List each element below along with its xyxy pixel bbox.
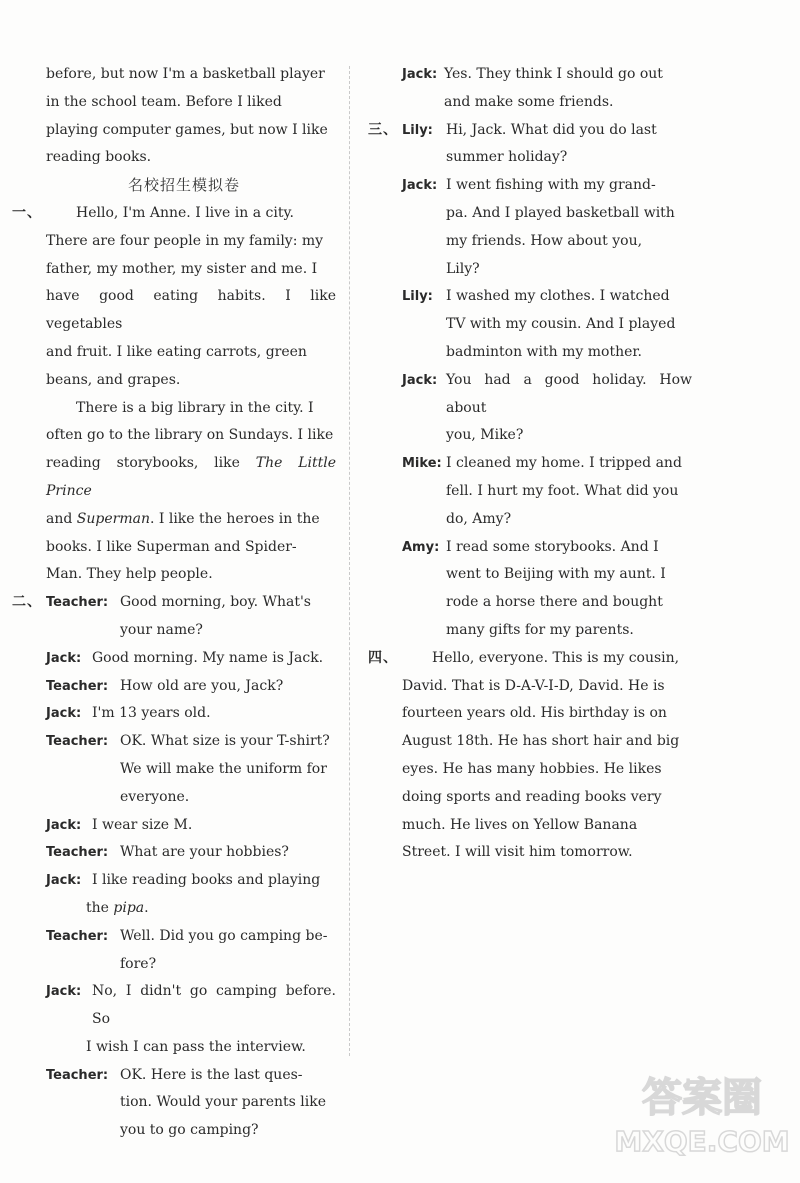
dialogue-text: We will make the uniform for (120, 760, 327, 777)
dialogue-continuation (368, 61, 692, 117)
speaker-label: Teacher: (46, 928, 109, 944)
speaker-label: Jack: (46, 873, 82, 889)
dialogue-text: fell. I hurt my foot. What did you (446, 482, 679, 499)
dialogue-text: How old are you, Jack? (120, 677, 284, 694)
speaker-label: Mike: (402, 456, 442, 472)
dialogue-text: you to go camping? (120, 1122, 259, 1139)
text-line: Street. I will visit him tomorrow. (402, 844, 633, 861)
right-column (368, 61, 692, 867)
speaker-label: Jack: (46, 984, 82, 1000)
dialogue-text: I like reading books and playing (92, 872, 321, 889)
dialogue-text (86, 895, 336, 923)
speaker-label: Teacher: (46, 678, 109, 694)
text-line: Hello, I'm Anne. I live in a city. (76, 204, 294, 221)
section-number: 一、 (12, 204, 42, 221)
dialogue-text: I wish I can pass the interview. (86, 1038, 306, 1055)
text-line: doing sports and reading books very (402, 788, 662, 805)
text-line: books. I like Superman and Spider- (46, 538, 297, 555)
dialogue-text: fore? (120, 955, 157, 972)
text-line: often go to the library on Sundays. I like (46, 427, 334, 444)
dialogue-text: many gifts for my parents. (446, 621, 634, 638)
speaker-label: Lily: (402, 289, 433, 305)
section-1 (12, 200, 336, 589)
section-3 (368, 117, 692, 645)
text-line (46, 450, 336, 506)
section-4 (368, 645, 692, 867)
text-line: There are four people in my family: my (46, 232, 324, 249)
speaker-label: Jack: (46, 650, 82, 666)
text-line: playing computer games, but now I like (46, 121, 328, 138)
text-line: in the school team. Before I liked (46, 93, 282, 110)
section-number: 四、 (368, 649, 398, 666)
dialogue-text: do, Amy? (446, 510, 512, 527)
dialogue-line (402, 61, 692, 117)
text-line: August 18th. He has short hair and big (402, 733, 680, 750)
watermark-top: 答案圈 (642, 1075, 762, 1121)
dialogue-text: badminton with my mother. (446, 343, 642, 360)
text-run: and (46, 510, 77, 527)
text-line: eyes. He has many hobbies. He likes (402, 760, 662, 777)
text-line: much. He lives on Yellow Banana (402, 816, 638, 833)
dialogue-text: Lily? (446, 260, 480, 277)
dialogue-text: OK. Here is the last ques- (120, 1066, 303, 1083)
speaker-label: Teacher: (46, 845, 109, 861)
dialogue-line (402, 117, 692, 173)
text-line: David. That is D-A-V-I-D, David. He is (402, 677, 665, 694)
dialogue-text: I went fishing with my grand- (446, 177, 656, 194)
text-line: fourteen years old. His birthday is on (402, 705, 667, 722)
dialogue-line (46, 839, 336, 867)
speaker-label: Lily: (402, 122, 433, 138)
dialogue-line (46, 812, 336, 840)
book-title: The Little Prince (46, 455, 336, 499)
text-line: reading books. (46, 149, 152, 166)
speaker-label: Jack: (402, 178, 438, 194)
dialogue-text: I read some storybooks. And I (446, 538, 659, 555)
text-run: the (86, 899, 114, 916)
text-line: father, my mother, my sister and me. I (46, 260, 318, 277)
text-line: There is a big library in the city. I (76, 399, 314, 416)
intro-paragraph (12, 61, 336, 172)
dialogue-text: pa. And I played basketball with (446, 204, 675, 221)
dialogue-line (46, 589, 336, 645)
dialogue-text: tion. Would your parents like (120, 1094, 327, 1111)
speaker-label: Teacher: (46, 734, 109, 750)
dialogue-text: rode a horse there and bought (446, 594, 663, 611)
text-line: Hello, everyone. This is my cousin, (432, 649, 680, 666)
speaker-label: Jack: (402, 372, 438, 388)
dialogue-text: my friends. How about you, (446, 232, 643, 249)
dialogue-line (402, 283, 692, 366)
dialogue-line (402, 172, 692, 283)
dialogue-line (402, 367, 692, 450)
column-divider (349, 66, 350, 1056)
watermark-logo (612, 1061, 792, 1161)
dialogue-text: TV with my cousin. And I played (446, 316, 676, 333)
dialogue-text: Yes. They think I should go out (444, 66, 663, 82)
watermark-bottom: MXQE.COM (614, 1125, 790, 1158)
section-number: 三、 (368, 121, 398, 138)
dialogue-text: Good morning, boy. What's (120, 594, 311, 611)
dialogue-line (46, 700, 336, 728)
dialogue-text: I cleaned my home. I tripped and (446, 455, 682, 472)
dialogue-text: No, I didn't go camping before. So (92, 983, 336, 1028)
text-line (46, 506, 336, 534)
section-number: 二、 (12, 594, 42, 611)
dialogue-text: I'm 13 years old. (92, 705, 211, 722)
dialogue-line (46, 923, 336, 979)
dialogue-text: Good morning. My name is Jack. (92, 649, 324, 666)
text-line: before, but now I'm a basketball player (46, 66, 325, 82)
dialogue-text: summer holiday? (446, 149, 568, 166)
dialogue-text: and make some friends. (444, 93, 614, 110)
dialogue-text: went to Beijing with my aunt. I (446, 566, 666, 583)
speaker-label: Teacher: (46, 595, 109, 611)
dialogue-text: your name? (120, 621, 203, 638)
dialogue-text: Hi, Jack. What did you do last (446, 121, 657, 138)
speaker-label: Amy: (402, 539, 440, 555)
dialogue-line (46, 1062, 336, 1145)
section-2 (12, 589, 336, 1145)
dialogue-line (46, 867, 336, 923)
dialogue-line (46, 645, 336, 673)
speaker-label: Jack: (402, 67, 438, 82)
dialogue-text: What are your hobbies? (120, 844, 289, 861)
dialogue-line (46, 673, 336, 701)
dialogue-text: You had a good holiday. How about (446, 371, 692, 416)
dialogue-line (46, 978, 336, 1061)
dialogue-text: Well. Did you go camping be- (120, 927, 328, 944)
dialogue-text: OK. What size is your T-shirt? (120, 733, 330, 750)
speaker-label: Teacher: (46, 1067, 109, 1083)
text-run: reading storybooks, like (46, 455, 256, 472)
dialogue-line (46, 728, 336, 811)
dialogue-line (402, 450, 692, 533)
text-line: beans, and grapes. (46, 371, 181, 388)
speaker-label: Jack: (46, 706, 82, 722)
text-line: Man. They help people. (46, 566, 213, 583)
text-run: . I like the heroes in the (149, 510, 320, 527)
dialogue-text: everyone. (120, 788, 190, 805)
left-column (12, 61, 336, 1145)
text-line: and fruit. I like eating carrots, green (46, 343, 307, 360)
dialogue-line (402, 534, 692, 645)
text-run: . (144, 899, 149, 916)
book-title: Superman (76, 510, 150, 527)
section-title: 名校招生模拟卷 (127, 176, 240, 195)
dialogue-text: I wear size M. (92, 816, 193, 833)
instrument-name: pipa (113, 899, 145, 916)
dialogue-text: you, Mike? (446, 427, 524, 444)
text-line: have good eating habits. I like vegetables (46, 288, 336, 333)
dialogue-text: I washed my clothes. I watched (446, 288, 670, 305)
speaker-label: Jack: (46, 817, 82, 833)
